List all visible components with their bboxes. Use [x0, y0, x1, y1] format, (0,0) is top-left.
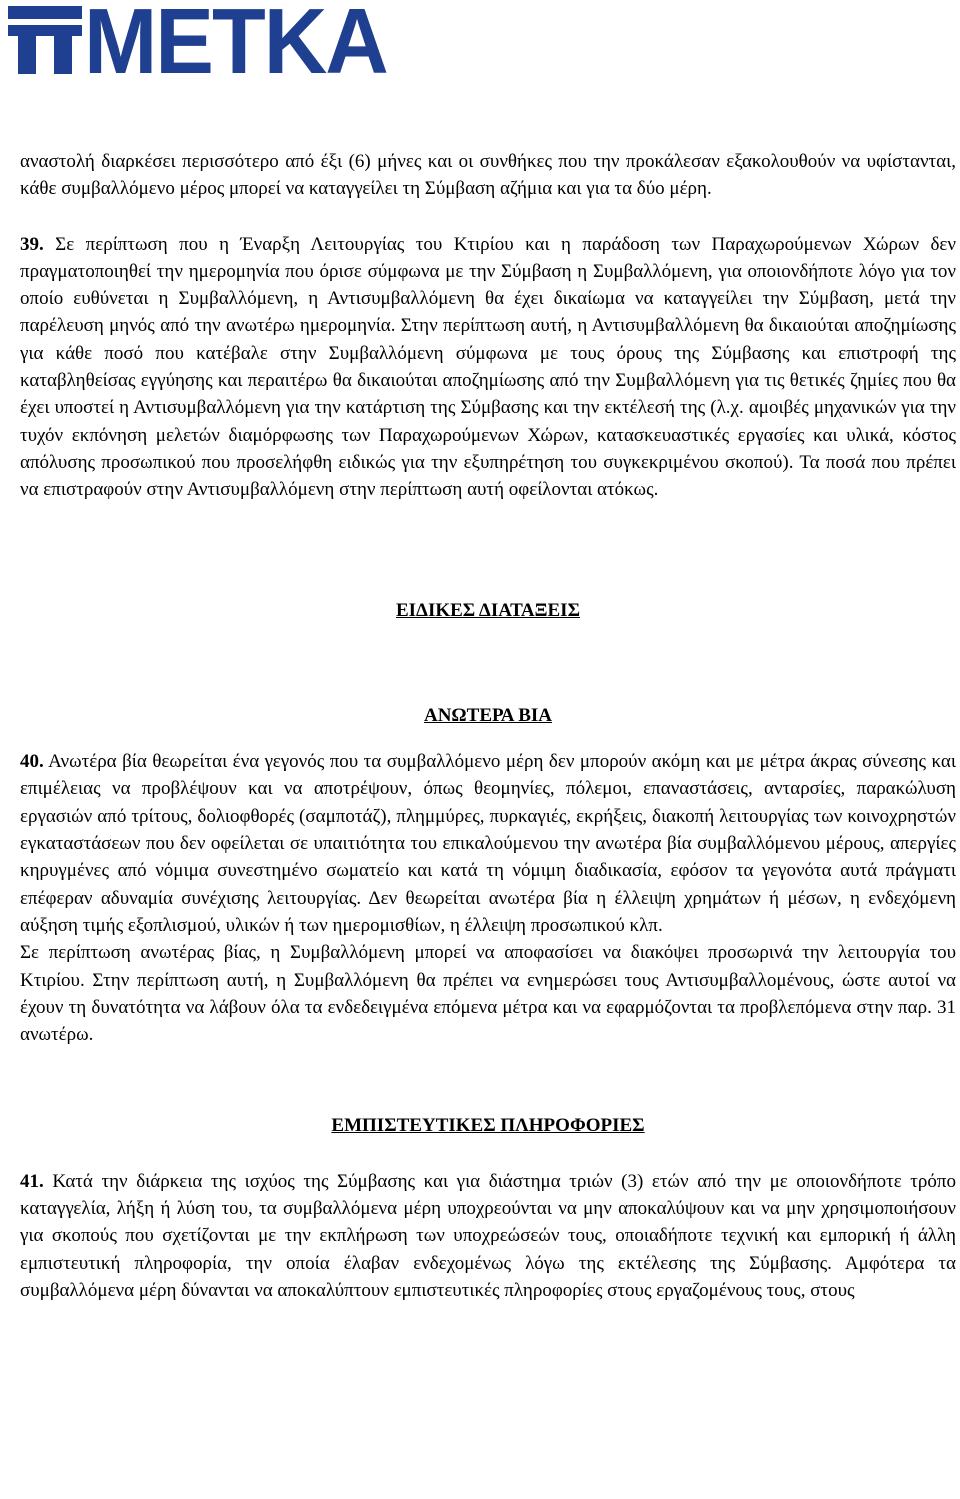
paragraph-40-continuation: Σε περίπτωση ανωτέρας βίας, η Συμβαλλόμενη μπορεί να αποφασίσει να διακόψει προσωρινά την λειτουργία του Κτιρίου. Στην περίπτωση αυτή, η Συμβαλλόμενη θα πρέπει να ενημερώσει τους Αντισυμβαλλομένους, ώστε αυτοί να έχουν τη δυνατότητα να λάβουν όλα τα ενδεδειγμένα επόμενα μέτρα και να εφαρμόζονται τα προβλεπόμενα στην παρ. 31 ανωτέρω. — [20, 942, 956, 1046]
paragraph-text: Ανωτέρα βία θεωρείται ένα γεγονός που τα συμβαλλόμενο μέρη δεν μπορούν ακόμη και με μέτρα άκρας σύνεσης και επιμέλειας να προβλέψουν και να αποτρέψουν, όπως θεομηνίες, πόλεμοι, επαναστάσεις, ανταρσίες, παρακώλυση εργασιών από τρίτους, δολιοφθορές (σαμποτάζ), πλημμύρες, πυρκαγιές, εκρήξεις, διακοπή λειτουργίας των κοινοχρηστών εγκαταστάσεων που δεν οφείλεται σε υπαιτιότητα του επικαλούμενου την ανωτέρα βία συμβαλλόμενου μέρους, απεργίες κηρυγμένες από νόμιμα συνεστημένο σωματείο και κατά τη νόμιμη διαδικασία, εφόσον τα γεγονότα αυτά πράγματι επέφεραν αδυναμία συνέχισης λειτουργίας. Δεν θεωρείται ανωτέρα βία η έλλειψη χρημάτων ή μέσων, η ενδεχόμενη αύξηση τιμής εξοπλισμού, υλικών ή των ημερομισθίων, η έλλειψη προσωπικού κλπ. — [20, 751, 956, 936]
paragraph-40 — [20, 748, 956, 939]
document-body — [20, 148, 956, 1304]
paragraph-number: 39. — [20, 233, 44, 255]
paragraph-text: Κατά την διάρκεια της ισχύος της Σύμβασης και για διάστημα τριών (3) ετών από την με οποιονδήποτε τρόπο καταγγελία, λήξη ή λύση του, τα συμβαλλόμενα μέρη υποχρεούνται να μην αποκαλύψουν και να μην χρησιμοποιήσουν για σκοπούς που σχετίζονται με την εκπλήρωση των υποχρεώσεών τους, οποιαδήποτε τεχνική και εμπορική ή άλλη εμπιστευτική πληροφορία, την οποία έλαβαν ενδεχομένως λόγω της εκτέλεσης της Σύμβασης. Αμφότερα τα συμβαλλόμενα μέρη δύνανται να αποκαλύπτουν εμπιστευτικές πληροφορίες στους εργαζομένους τους, στους — [20, 1170, 956, 1301]
section-heading-confidential-info: ΕΜΠΙΣΤΕΥΤΙΚΕΣ ΠΛΗΡΟΦΟΡΙΕΣ — [331, 1115, 645, 1137]
paragraph-39 — [20, 231, 956, 504]
section-heading-special-provisions: ΕΙΔΙΚΕΣ ΔΙΑΤΑΞΕΙΣ — [395, 599, 581, 621]
paragraph-number: 41. — [20, 1170, 44, 1192]
paragraph-number: 40. — [20, 751, 44, 773]
paragraph-text: Σε περίπτωση που η Έναρξη Λειτουργίας του Κτιρίου και η παράδοση των Παραχωρούμενων Χώρων δεν πραγματοποιηθεί την ημερομηνία που όρισε σύμφωνα με την Σύμβαση η Συμβαλλόμενη, για οποιονδήποτε λόγο για τον οποίο ευθύνεται η Συμβαλλόμενη, η Αντισυμβαλλόμενη θα έχει δικαίωμα να καταγγείλει την Σύμβαση, μετά την παρέλευση μηνός από την ανωτέρω ημερομηνία. Στην περίπτωση αυτή, η Αντισυμβαλλόμενη θα δικαιούται αποζημίωσης για κάθε ποσό που κατέβαλε στην Συμβαλλόμενη σύμφωνα με τους όρους της Σύμβασης και επιστροφή της καταβληθείσας εγγύησης και περαιτέρω θα δικαιούται αποζημίωσης από την Συμβαλλόμενη για τις θετικές ζημίες που θα έχει υποστεί η Αντισυμβαλλόμενη για την κατάρτιση της Σύμβασης και την εκτέλεσή της (λ.χ. αμοιβές μηχανικών για την τυχόν εκπόνηση μελετών διαμόρφωσης των Παραχωρούμενων Χώρων, κατασκευαστικές εργασίες και υλικά, κόστος απόλυσης προσωπικού που προσελήφθη ειδικώς για την εξυπηρέτηση του συγκεκριμένου σκοπού). Τα ποσά που πρέπει να επιστραφούν στην Αντισυμβαλλόμενη στην περίπτωση αυτή οφείλονται ατόκως. — [20, 233, 956, 501]
company-logo — [8, 0, 387, 94]
continuation-paragraph: αναστολή διαρκέσει περισσότερο από έξι (6) μήνες και οι συνθήκες που την προκάλεσαν εξακολουθούν να υφίστανται, κάθε συμβαλλόμενο μέρος μπορεί να καταγγείλει τη Σύμβαση αζήμια και για τα δύο μέρη. — [20, 151, 956, 200]
paragraph-41 — [20, 1168, 956, 1304]
section-heading-force-majeure: ΑΝΩΤΕΡΑ ΒΙΑ — [423, 704, 553, 726]
metka-logo-icon — [8, 6, 82, 74]
logo-wordmark: METKA — [84, 0, 387, 94]
